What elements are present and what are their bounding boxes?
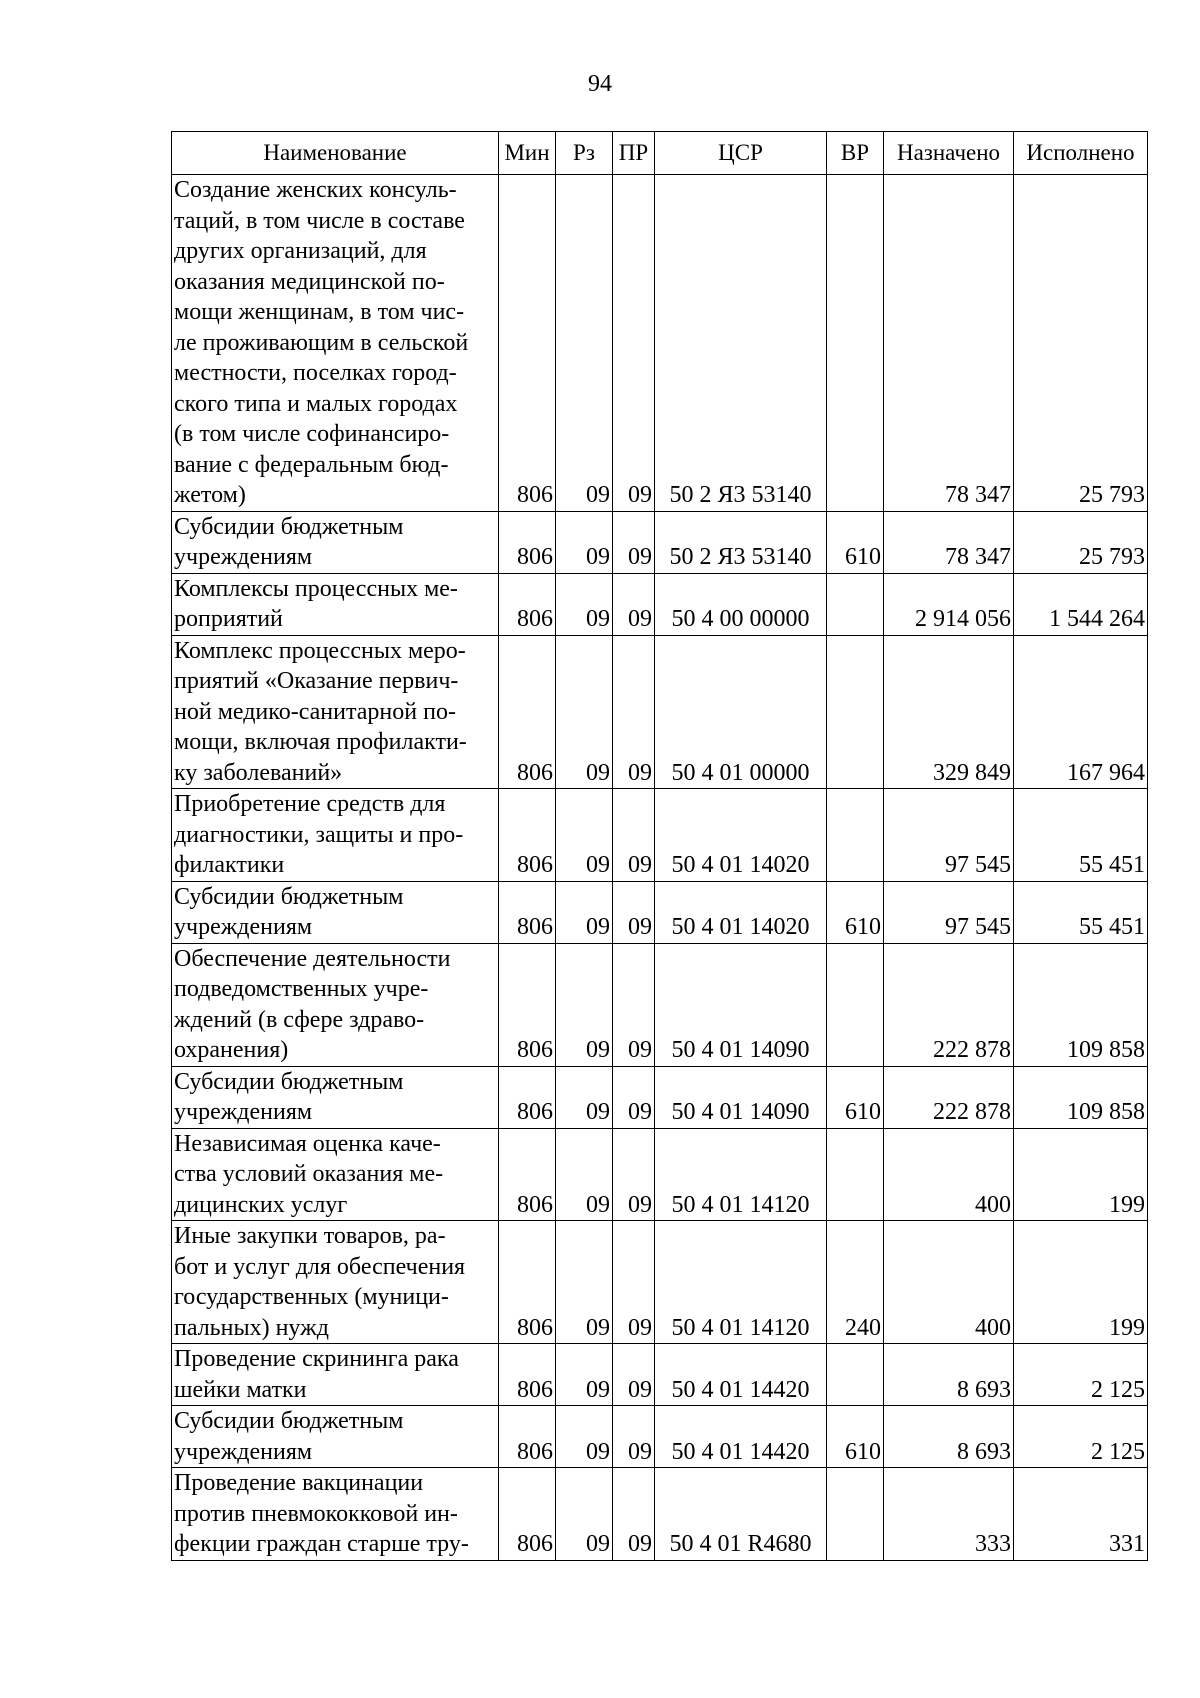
- cell-vr: [827, 1468, 884, 1561]
- cell-assigned: 222 878: [884, 943, 1014, 1066]
- cell-pr: 09: [613, 175, 655, 512]
- header-assigned: Назначено: [884, 132, 1014, 175]
- cell-name: Независимая оценка каче- ства условий оказания ме- дицинских услуг: [172, 1128, 499, 1221]
- table-body: [172, 175, 1148, 1561]
- cell-rz: 09: [556, 573, 613, 635]
- cell-pr: 09: [613, 789, 655, 882]
- table-row: [172, 573, 1148, 635]
- cell-min: 806: [499, 511, 556, 573]
- cell-executed: 25 793: [1014, 175, 1148, 512]
- cell-pr: 09: [613, 943, 655, 1066]
- cell-vr: 610: [827, 1066, 884, 1128]
- cell-vr: [827, 943, 884, 1066]
- cell-executed: 2 125: [1014, 1406, 1148, 1468]
- cell-min: 806: [499, 1128, 556, 1221]
- cell-min: 806: [499, 1221, 556, 1344]
- cell-name: Комплекс процессных меро- приятий «Оказание первич- ной медико-санитарной по- мощи, включая профилакти- ку заболеваний»: [172, 635, 499, 789]
- header-pr: ПР: [613, 132, 655, 175]
- cell-name: Субсидии бюджетным учреждениям: [172, 511, 499, 573]
- cell-min: 806: [499, 573, 556, 635]
- cell-assigned: 8 693: [884, 1406, 1014, 1468]
- cell-rz: 09: [556, 1406, 613, 1468]
- cell-assigned: 97 545: [884, 789, 1014, 882]
- cell-assigned: 97 545: [884, 881, 1014, 943]
- cell-rz: 09: [556, 635, 613, 789]
- cell-assigned: 333: [884, 1468, 1014, 1561]
- cell-name: Субсидии бюджетным учреждениям: [172, 1066, 499, 1128]
- cell-pr: 09: [613, 573, 655, 635]
- cell-assigned: 222 878: [884, 1066, 1014, 1128]
- table-row: [172, 943, 1148, 1066]
- table-row: [172, 881, 1148, 943]
- header-vr: ВР: [827, 132, 884, 175]
- cell-csr: 50 4 01 14090: [655, 1066, 827, 1128]
- cell-vr: 610: [827, 511, 884, 573]
- cell-min: 806: [499, 1066, 556, 1128]
- cell-assigned: 2 914 056: [884, 573, 1014, 635]
- cell-csr: 50 4 00 00000: [655, 573, 827, 635]
- cell-rz: 09: [556, 1221, 613, 1344]
- cell-pr: 09: [613, 1406, 655, 1468]
- cell-vr: [827, 573, 884, 635]
- cell-vr: [827, 1128, 884, 1221]
- cell-name: Комплексы процессных ме- роприятий: [172, 573, 499, 635]
- header-csr: ЦСР: [655, 132, 827, 175]
- cell-pr: 09: [613, 881, 655, 943]
- header-name: Наименование: [172, 132, 499, 175]
- cell-pr: 09: [613, 1066, 655, 1128]
- table-row: [172, 511, 1148, 573]
- cell-name: Проведение вакцинации против пневмококковой ин- фекции граждан старше тру-: [172, 1468, 499, 1561]
- cell-min: 806: [499, 789, 556, 882]
- cell-rz: 09: [556, 943, 613, 1066]
- cell-csr: 50 4 01 14420: [655, 1344, 827, 1406]
- cell-name: Создание женских консуль- таций, в том числе в составе других организаций, для оказания медицинской по- мощи женщинам, в том чис- ле проживающим в сельской местности, поселках город- ского типа и малых городах (в том числе софинансиро- вание с федеральным бюд- жетом): [172, 175, 499, 512]
- cell-executed: 55 451: [1014, 789, 1148, 882]
- cell-vr: 610: [827, 881, 884, 943]
- cell-vr: [827, 789, 884, 882]
- cell-csr: 50 4 01 14090: [655, 943, 827, 1066]
- cell-csr: 50 2 Я3 53140: [655, 175, 827, 512]
- budget-table: [171, 131, 1148, 1561]
- cell-vr: 610: [827, 1406, 884, 1468]
- cell-executed: 2 125: [1014, 1344, 1148, 1406]
- cell-vr: [827, 635, 884, 789]
- cell-executed: 109 858: [1014, 943, 1148, 1066]
- cell-min: 806: [499, 1468, 556, 1561]
- cell-csr: 50 2 Я3 53140: [655, 511, 827, 573]
- page-number: 94: [588, 71, 612, 97]
- cell-executed: 109 858: [1014, 1066, 1148, 1128]
- header-rz: Рз: [556, 132, 613, 175]
- table-row: [172, 1468, 1148, 1561]
- cell-csr: 50 4 01 14020: [655, 789, 827, 882]
- cell-min: 806: [499, 1406, 556, 1468]
- cell-assigned: 329 849: [884, 635, 1014, 789]
- cell-executed: 55 451: [1014, 881, 1148, 943]
- cell-csr: 50 4 01 14020: [655, 881, 827, 943]
- header-executed: Исполнено: [1014, 132, 1148, 175]
- cell-executed: 1 544 264: [1014, 573, 1148, 635]
- cell-rz: 09: [556, 789, 613, 882]
- cell-rz: 09: [556, 1128, 613, 1221]
- cell-vr: [827, 1344, 884, 1406]
- table-row: [172, 1221, 1148, 1344]
- cell-executed: 199: [1014, 1221, 1148, 1344]
- cell-rz: 09: [556, 1344, 613, 1406]
- table-row: [172, 635, 1148, 789]
- cell-assigned: 400: [884, 1221, 1014, 1344]
- cell-csr: 50 4 01 14420: [655, 1406, 827, 1468]
- cell-assigned: 8 693: [884, 1344, 1014, 1406]
- table-header-row: [172, 132, 1148, 175]
- cell-name: Приобретение средств для диагностики, защиты и про- филактики: [172, 789, 499, 882]
- cell-rz: 09: [556, 1066, 613, 1128]
- cell-min: 806: [499, 943, 556, 1066]
- cell-pr: 09: [613, 1221, 655, 1344]
- cell-rz: 09: [556, 881, 613, 943]
- header-min: Мин: [499, 132, 556, 175]
- cell-name: Субсидии бюджетным учреждениям: [172, 1406, 499, 1468]
- cell-pr: 09: [613, 1128, 655, 1221]
- cell-executed: 199: [1014, 1128, 1148, 1221]
- cell-assigned: 400: [884, 1128, 1014, 1221]
- cell-name: Обеспечение деятельности подведомственных учре- ждений (в сфере здраво- охранения): [172, 943, 499, 1066]
- table-row: [172, 789, 1148, 882]
- cell-csr: 50 4 01 14120: [655, 1221, 827, 1344]
- cell-csr: 50 4 01 14120: [655, 1128, 827, 1221]
- cell-name: Проведение скрининга рака шейки матки: [172, 1344, 499, 1406]
- cell-vr: [827, 175, 884, 512]
- cell-csr: 50 4 01 00000: [655, 635, 827, 789]
- table-row: [172, 1066, 1148, 1128]
- cell-min: 806: [499, 635, 556, 789]
- cell-assigned: 78 347: [884, 175, 1014, 512]
- cell-pr: 09: [613, 1344, 655, 1406]
- cell-min: 806: [499, 175, 556, 512]
- cell-pr: 09: [613, 1468, 655, 1561]
- table-row: [172, 175, 1148, 512]
- cell-rz: 09: [556, 511, 613, 573]
- cell-vr: 240: [827, 1221, 884, 1344]
- cell-pr: 09: [613, 511, 655, 573]
- cell-assigned: 78 347: [884, 511, 1014, 573]
- cell-csr: 50 4 01 R4680: [655, 1468, 827, 1561]
- table-row: [172, 1128, 1148, 1221]
- cell-executed: 25 793: [1014, 511, 1148, 573]
- table-row: [172, 1406, 1148, 1468]
- table-row: [172, 1344, 1148, 1406]
- cell-rz: 09: [556, 175, 613, 512]
- cell-pr: 09: [613, 635, 655, 789]
- cell-min: 806: [499, 881, 556, 943]
- cell-min: 806: [499, 1344, 556, 1406]
- cell-name: Иные закупки товаров, ра- бот и услуг для обеспечения государственных (муници- пальных) нужд: [172, 1221, 499, 1344]
- cell-executed: 167 964: [1014, 635, 1148, 789]
- cell-executed: 331: [1014, 1468, 1148, 1561]
- cell-name: Субсидии бюджетным учреждениям: [172, 881, 499, 943]
- cell-rz: 09: [556, 1468, 613, 1561]
